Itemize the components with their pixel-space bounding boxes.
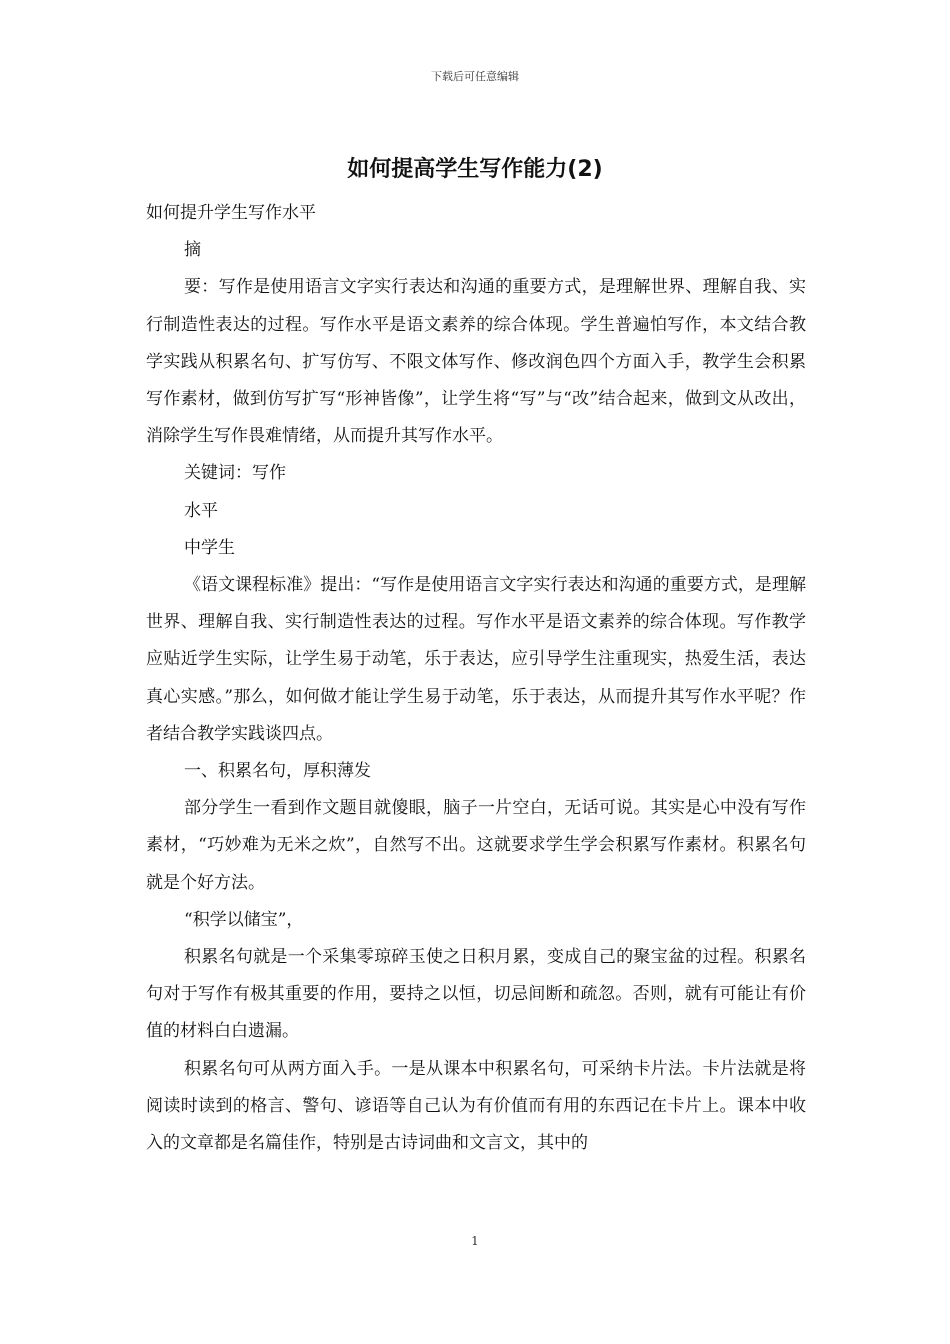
page-number: 1 (471, 1234, 479, 1248)
body-paragraph: 积累名句可从两方面入手。一是从课本中积累名句，可采纳卡片法。卡片法就是将阅读时读到的格言、警句、谚语等自己认为有价值而有用的东西记在卡片上。课本中收入的文章都是名篇佳作，特别是古诗词曲和文言文，其中的 (146, 1058, 806, 1154)
body-paragraph: 《语文课程标准》提出：“写作是使用语言文字实行表达和沟通的重要方式，是理解世界、理解自我、实行制造性表达的过程。写作水平是语文素养的综合体现。写作教学应贴近学生实际，让学生易于动笔，乐于表达，应引导学生注重现实，热爱生活，表达真心实感。”那么，如何做才能让学生易于动笔，乐于表达，从而提升其写作水平呢？作者结合教学实践谈四点。 (146, 575, 806, 744)
keyword-item: 中学生 (184, 537, 235, 558)
body-paragraph: 部分学生一看到作文题目就傻眼，脑子一片空白，无话可说。其实是心中没有写作素材，“巧妙难为无米之炊”，自然写不出。这就要求学生学会积累写作素材。积累名句就是个好方法。 (146, 798, 806, 893)
quote-line: “积学以储宝”， (184, 909, 304, 930)
document-body (146, 195, 806, 1162)
document-title: 如何提高学生写作能力(2) (347, 157, 603, 182)
section-heading: 一、积累名句，厚积薄发 (184, 761, 371, 782)
page-header: 下载后可任意编辑 (431, 70, 519, 83)
abstract-heading: 摘 (184, 240, 201, 261)
keywords-line: 关键词：写作 (184, 463, 286, 484)
keyword-item: 水平 (184, 500, 218, 521)
abstract-paragraph: 要：写作是使用语言文字实行表达和沟通的重要方式，是理解世界、理解自我、实行制造性表达的过程。写作水平是语文素养的综合体现。学生普遍怕写作，本文结合教学实践从积累名句、扩写仿写、不限文体写作、修改润色四个方面入手，教学生会积累写作素材，做到仿写扩写“形神皆像”，让学生将“写”与“改”结合起来，做到文从改出，消除学生写作畏难情绪，从而提升其写作水平。 (146, 277, 806, 447)
subtitle-paragraph: 如何提升学生写作水平 (146, 203, 316, 223)
body-paragraph: 积累名句就是一个采集零琼碎玉使之日积月累，变成自己的聚宝盆的过程。积累名句对于写作有极其重要的作用，要持之以恒，切忌间断和疏忽。否则，就有可能让有价值的材料白白遗漏。 (146, 947, 806, 1042)
